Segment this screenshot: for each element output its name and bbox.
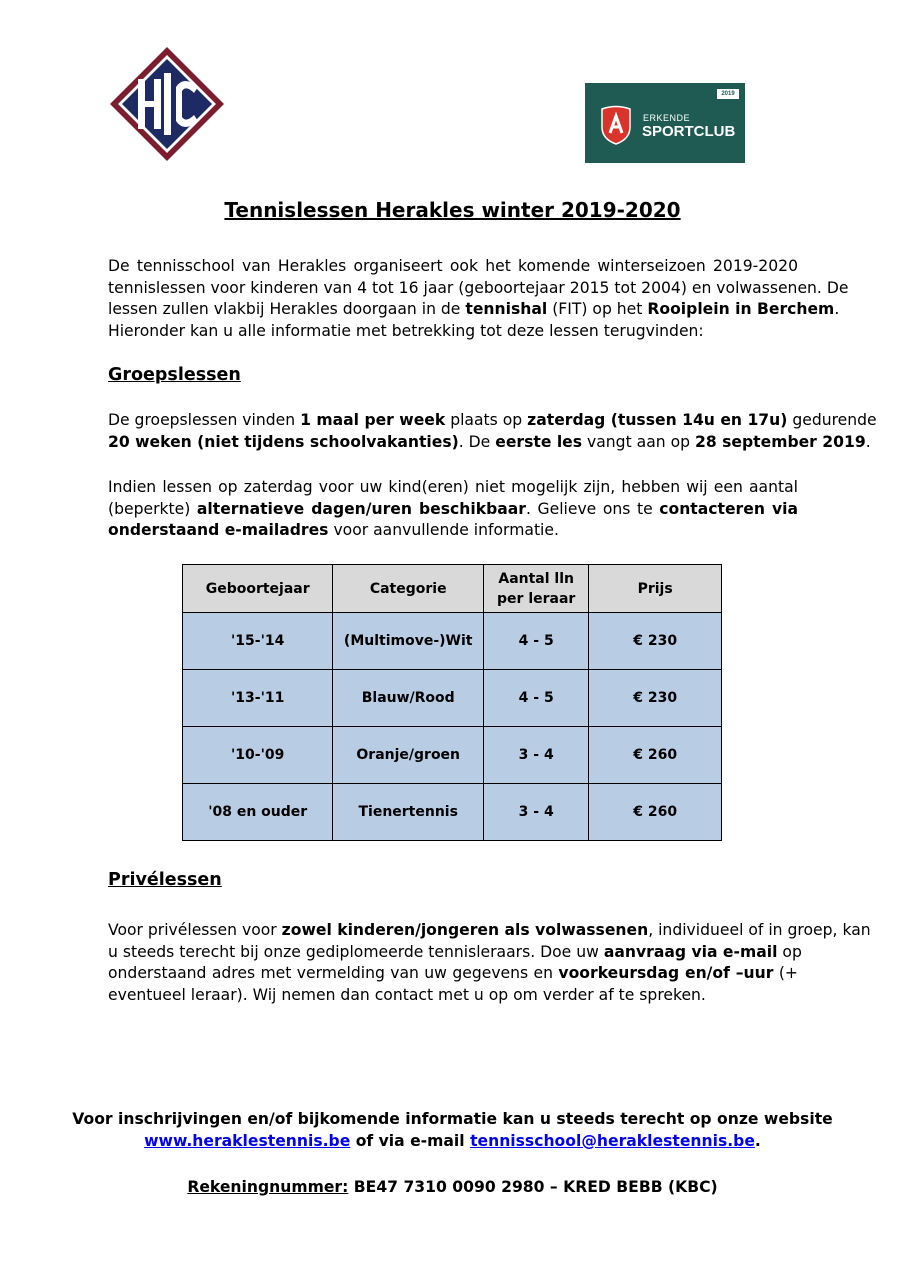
cell-students: 4 - 5 xyxy=(484,670,589,727)
header-aantal: Aantal lln per leraar xyxy=(484,565,589,613)
group-lessons-heading: Groepslessen xyxy=(108,365,241,385)
cell-category: Oranje/groen xyxy=(333,727,484,784)
cell-price: € 260 xyxy=(589,727,722,784)
cell-price: € 260 xyxy=(589,784,722,841)
cell-category: Blauw/Rood xyxy=(333,670,484,727)
cell-birthyear: '08 en ouder xyxy=(183,784,333,841)
cell-students: 4 - 5 xyxy=(484,613,589,670)
cell-birthyear: '10-'09 xyxy=(183,727,333,784)
cell-price: € 230 xyxy=(589,670,722,727)
footer-line-1: Voor inschrijvingen en/of bijkomende informatie kan u steeds terecht op onze website xyxy=(72,1110,833,1128)
sportclub-line1: ERKENDE xyxy=(643,113,691,123)
email-address-reference: onderstaand e-mailadres xyxy=(108,521,329,539)
intro-line-4: Hieronder kan u alle informatie met betrekking tot deze lessen terugvinden: xyxy=(108,321,704,340)
cell-birthyear: '13-'11 xyxy=(183,670,333,727)
club-logo xyxy=(108,45,226,163)
cell-category: (Multimove-)Wit xyxy=(333,613,484,670)
intro-line-1: De tennisschool van Herakles organiseert ook het komende winterseizoen 2019-2020 xyxy=(108,257,798,275)
table-header-row xyxy=(183,565,722,613)
price-table xyxy=(182,564,722,841)
location-text: Rooiplein in Berchem xyxy=(647,300,835,318)
cell-students: 3 - 4 xyxy=(484,784,589,841)
cell-category: Tienertennis xyxy=(333,784,484,841)
table-row xyxy=(183,613,722,670)
private-lessons-heading: Privélessen xyxy=(108,870,222,890)
page-title: Tennislessen Herakles winter 2019-2020 xyxy=(224,198,681,222)
cell-birthyear: '15-'14 xyxy=(183,613,333,670)
intro-line-3: lessen zullen vlakbij Herakles doorgaan in de tennishal (FIT) op het Rooiplein in Berchem. xyxy=(108,300,840,318)
table-row xyxy=(183,727,722,784)
sportclub-year: 2019 xyxy=(717,89,739,99)
group-lessons-paragraph-1: De groepslessen vinden 1 maal per week plaats op zaterdag (tussen 14u en 17u) gedurende 20 weken (niet tijdens schoolvakanties). De eerste les vangt aan op 28 september 2019. xyxy=(108,411,877,451)
account-label: Rekeningnummer: xyxy=(187,1178,349,1196)
table-row xyxy=(183,784,722,841)
cell-price: € 230 xyxy=(589,613,722,670)
account-number xyxy=(0,1177,905,1199)
header-prijs: Prijs xyxy=(589,565,722,613)
footer-info xyxy=(0,1109,905,1152)
website-link[interactable]: www.heraklestennis.be xyxy=(144,1131,351,1150)
sportclub-line2: SPORTCLUB xyxy=(642,123,736,140)
erkende-sportclub-badge xyxy=(585,83,745,163)
account-value: BE47 7310 0090 2980 – KRED BEBB (KBC) xyxy=(353,1178,718,1196)
email-link[interactable]: tennisschool@heraklestennis.be xyxy=(470,1131,755,1150)
intro-line-2: tennislessen voor kinderen van 4 tot 16 jaar (geboortejaar 2015 tot 2004) en volwassenen. De xyxy=(108,278,849,297)
hhc-diamond-logo-icon xyxy=(108,45,226,163)
intro-paragraph xyxy=(108,256,849,342)
table-row xyxy=(183,670,722,727)
private-lessons-paragraph: Voor privélessen voor zowel kinderen/jongeren als volwassenen, individueel of in groep, kan u steeds terecht bij onze gediplomeerde tennisleraars. Doe uw aanvraag via e-mail op onderstaand adres met vermelding van uw gegevens en voorkeursdag en/of –uur (+ eventueel leraar). Wij nemen dan contact met u op om verder af te spreken. xyxy=(108,921,871,1004)
tennishal-text: tennishal xyxy=(465,300,548,318)
cell-students: 3 - 4 xyxy=(484,727,589,784)
header-geboortejaar: Geboortejaar xyxy=(183,565,333,613)
header-categorie: Categorie xyxy=(333,565,484,613)
group-lessons-paragraph-2: Indien lessen op zaterdag voor uw kind(eren) niet mogelijk zijn, hebben wij een aantal (beperkte) alternatieve dagen/uren beschikbaar. Gelieve ons te contacteren via onderstaand e-mailadres voor aanvullende informatie. xyxy=(108,478,799,539)
footer-line-2: www.heraklestennis.be of via e-mail tennisschool@heraklestennis.be. xyxy=(144,1131,761,1150)
sporting-a-shield-icon xyxy=(599,105,633,145)
